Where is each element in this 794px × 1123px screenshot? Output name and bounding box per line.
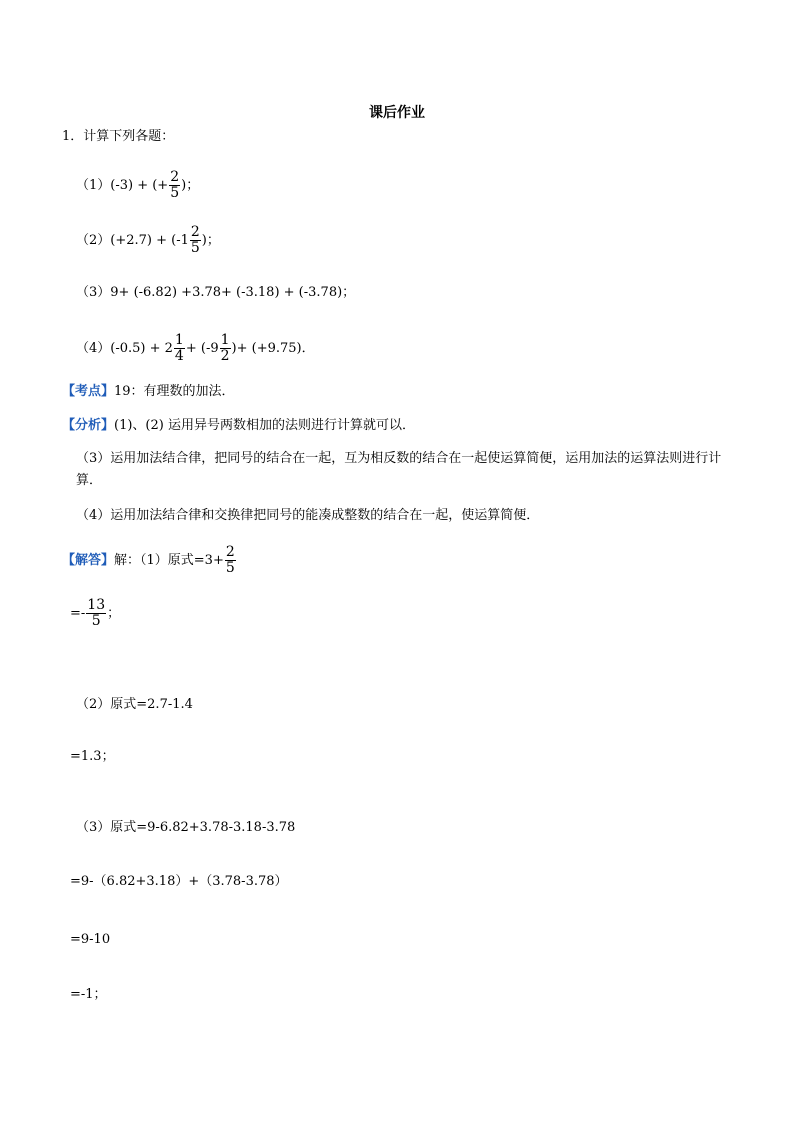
fraction-numerator: 1: [220, 332, 230, 348]
part-2-line-1: （2）原式=2.7-1.4: [76, 697, 193, 712]
part-3-line-1: （3）原式=9-6.82+3.78-3.18-3.78: [76, 820, 296, 835]
fenxi-label: 【分析】: [62, 418, 115, 433]
item-1-suffix: )；: [181, 178, 200, 193]
step-1-suffix: ；: [107, 606, 121, 621]
step-1-prefix: =-: [70, 606, 86, 621]
jieda-line: [62, 545, 237, 576]
fenxi-text-2: （3）运用加法结合律，把同号的结合在一起，互为相反数的结合在一起使运算简便，运用加法的运算法则进行计算．: [76, 451, 722, 488]
item-2-suffix: )；: [201, 233, 220, 248]
part-3-line-3: =9-10: [70, 932, 111, 947]
item-1-fraction: [169, 170, 180, 201]
item-4-fraction-2: [220, 333, 231, 364]
fraction-denominator: 5: [190, 240, 200, 256]
fraction-denominator: 4: [174, 348, 184, 364]
item-4-prefix: （4）(-0.5) + 2: [76, 341, 173, 356]
part-3-line-4: =-1；: [70, 987, 107, 1002]
fraction-numerator: 1: [174, 332, 184, 348]
item-4-fraction-1: [174, 333, 185, 364]
fraction-denominator: 5: [91, 613, 101, 629]
item-1-prefix: （1）(-3) + (+: [76, 178, 169, 193]
kaodian-label: 【考点】: [62, 384, 115, 399]
page-title: 课后作业: [369, 105, 425, 121]
fraction-denominator: 5: [225, 560, 235, 576]
fraction-numerator: 2: [190, 224, 200, 240]
jieda-label: 【解答】: [62, 553, 115, 568]
item-4-suffix: )+ (+9.75)．: [231, 341, 315, 356]
jieda-step-1: [70, 598, 120, 629]
question-item-1: [76, 170, 199, 201]
fenxi-text-1: (1)、(2) 运用异号两数相加的法则进行计算就可以．: [114, 418, 415, 433]
question-item-3: （3）9+ (-6.82) +3.78+ (-3.18) + (-3.78)；: [76, 285, 356, 300]
fenxi-line: [62, 416, 415, 436]
fraction-numerator: 2: [170, 169, 180, 185]
fraction-denominator: 2: [220, 348, 230, 364]
question-heading: 1．计算下列各题：: [62, 129, 175, 144]
fraction-numerator: 13: [87, 597, 106, 613]
jieda-fraction: [225, 545, 236, 576]
fenxi-text-3: （4）运用加法结合律和交换律把同号的能凑成整数的结合在一起，使运算简便．: [76, 508, 540, 523]
fraction-denominator: 5: [170, 185, 180, 201]
item-2-fraction: [190, 225, 201, 256]
jieda-lead: 解：（1）原式=3+: [114, 553, 224, 568]
part-3-line-2: =9-（6.82+3.18）+（3.78-3.78）: [70, 874, 288, 889]
step-1-fraction: [86, 598, 106, 629]
fraction-numerator: 2: [225, 544, 235, 560]
question-item-4: [76, 333, 315, 364]
item-2-prefix: （2）(+2.7) + (-1: [76, 233, 189, 248]
part-2-line-2: =1.3；: [70, 749, 115, 764]
question-item-2: [76, 225, 220, 256]
item-4-middle: + (-9: [185, 341, 219, 356]
kaodian-text: 19：有理数的加法．: [114, 384, 235, 399]
kaodian-line: [62, 382, 235, 402]
